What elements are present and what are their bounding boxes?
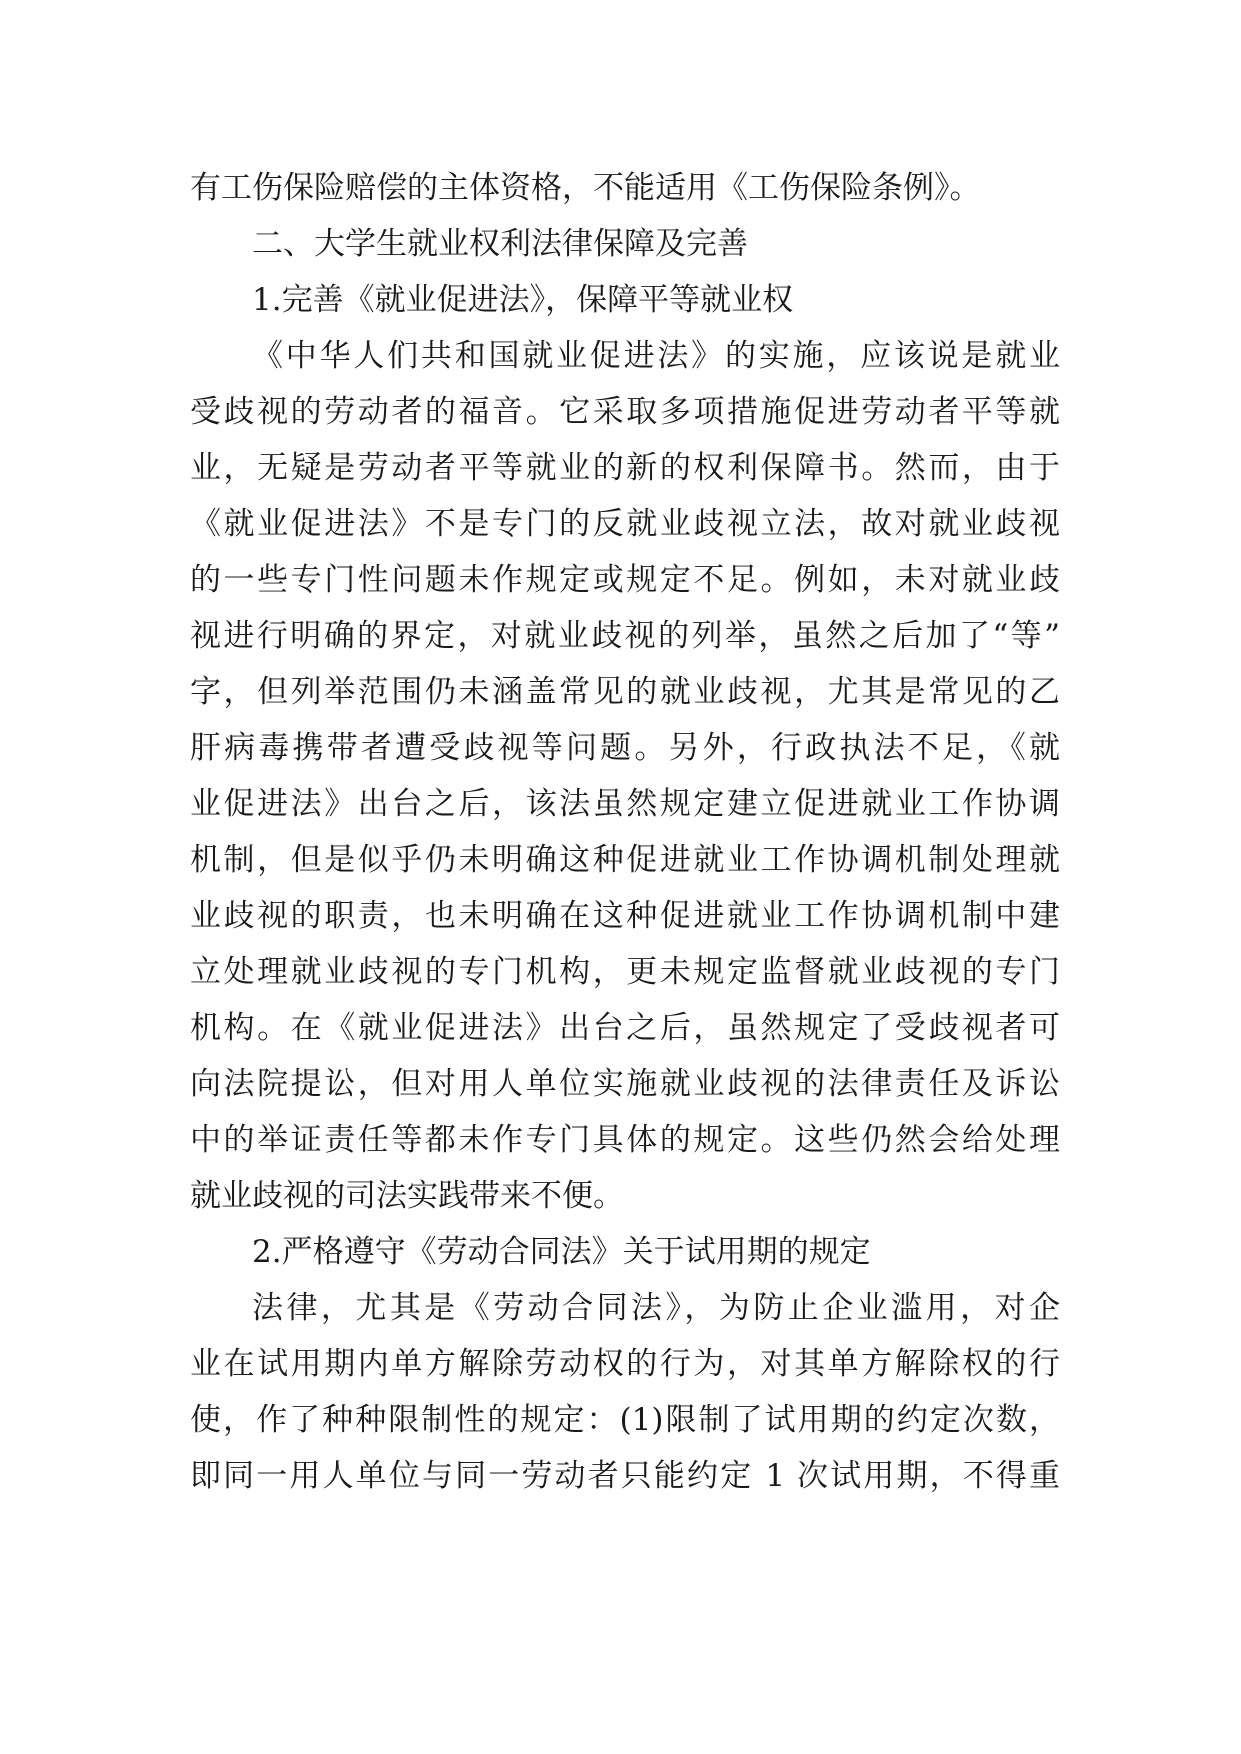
text-line: 肝病毒携带者遭受歧视等问题。另外，行政执法不足，《就 bbox=[190, 730, 1060, 766]
text-line: 《就业促进法》不是专门的反就业歧视立法，故对就业歧视 bbox=[190, 506, 1060, 542]
text-line: 的一些专门性问题未作规定或规定不足。例如，未对就业歧 bbox=[190, 562, 1060, 598]
text-line: 视进行明确的界定，对就业歧视的列举，虽然之后加了“等” bbox=[190, 618, 1060, 654]
text-line: 业促进法》出台之后，该法虽然规定建立促进就业工作协调 bbox=[190, 786, 1060, 822]
text-line: 2.严格遵守《劳动合同法》关于试用期的规定 bbox=[252, 1234, 871, 1270]
text-line: 业在试用期内单方解除劳动权的行为，对其单方解除权的行 bbox=[190, 1346, 1060, 1382]
text-line: 机制，但是似乎仍未明确这种促进就业工作协调机制处理就 bbox=[190, 842, 1060, 878]
text-line: 业，无疑是劳动者平等就业的新的权利保障书。然而，由于 bbox=[190, 450, 1060, 486]
text-line: 法律，尤其是《劳动合同法》，为防止企业滥用，对企 bbox=[252, 1290, 1060, 1326]
text-line: 有工伤保险赔偿的主体资格，不能适用《工伤保险条例》。 bbox=[190, 170, 981, 206]
text-line: 字，但列举范围仍未涵盖常见的就业歧视，尤其是常见的乙 bbox=[190, 674, 1060, 710]
text-line: 即同一用人单位与同一劳动者只能约定 1 次试用期，不得重 bbox=[190, 1458, 1060, 1494]
text-line: 就业歧视的司法实践带来不便。 bbox=[190, 1178, 624, 1214]
text-line: 业歧视的职责，也未明确在这种促进就业工作协调机制中建 bbox=[190, 898, 1060, 934]
text-line: 二、大学生就业权利法律保障及完善 bbox=[252, 226, 748, 262]
text-line: 立处理就业歧视的专门机构，更未规定监督就业歧视的专门 bbox=[190, 954, 1060, 990]
text-line: 中的举证责任等都未作专门具体的规定。这些仍然会给处理 bbox=[190, 1122, 1060, 1158]
text-line: 受歧视的劳动者的福音。它采取多项措施促进劳动者平等就 bbox=[190, 394, 1060, 430]
text-line: 《中华人们共和国就业促进法》的实施，应该说是就业 bbox=[252, 338, 1060, 374]
text-line: 向法院提讼，但对用人单位实施就业歧视的法律责任及诉讼 bbox=[190, 1066, 1060, 1102]
text-line: 1.完善《就业促进法》，保障平等就业权 bbox=[252, 282, 794, 318]
body-text bbox=[190, 160, 1060, 1504]
text-line: 机构。在《就业促进法》出台之后，虽然规定了受歧视者可 bbox=[190, 1010, 1060, 1046]
text-line: 使，作了种种限制性的规定：(1)限制了试用期的约定次数， bbox=[190, 1402, 1060, 1438]
